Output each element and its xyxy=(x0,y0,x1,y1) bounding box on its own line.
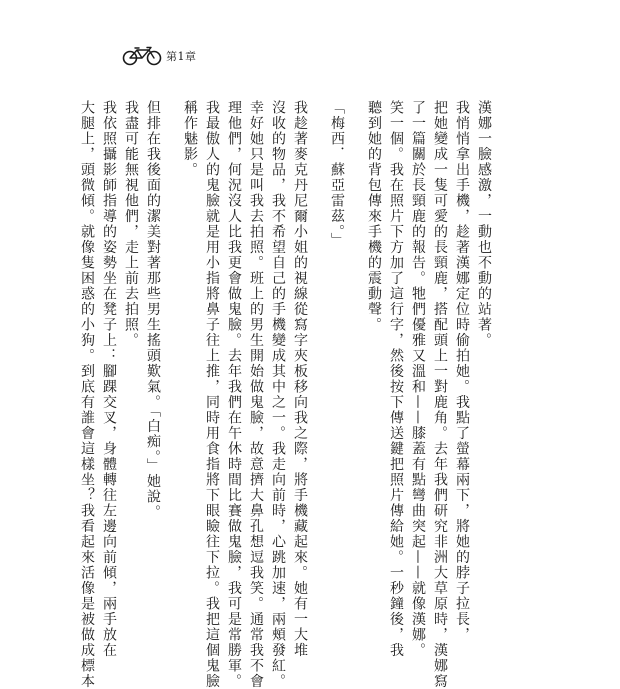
paragraph-line: 我悄悄拿出手機，趁著漢娜定位時偷拍她。我點了螢幕兩下，將她的脖子拉長， xyxy=(454,100,470,643)
bicycle-icon xyxy=(122,46,162,66)
paragraph-line: 但排在我後面的潔美對著那些男生搖頭歎氣。「白痴。」她說。 xyxy=(145,100,161,520)
paragraph-line: 我趁著麥克丹尼爾小姐的視線從寫字夾板移向我之際，將手機藏起來。她有一大堆 xyxy=(292,100,308,658)
paragraph-line: 聽到她的背包傳來手機的震動聲。 xyxy=(366,100,382,333)
paragraph-line: 稱作魅影。 xyxy=(182,100,198,178)
dialog-line: 「梅西．蘇亞雷茲。」 xyxy=(329,100,345,248)
paragraph-line: 我盡可能無視他們，走上前去拍照。 xyxy=(123,100,139,348)
paragraph-line: 幸好她只是叫我去拍照。班上的男生開始做鬼臉，故意擠大鼻孔想逗我笑。通常我不會 xyxy=(248,100,264,689)
paragraph-line: 了一篇關於長頸鹿的報告。牠們優雅又溫和——膝蓋有點彎曲突起——就像漢娜。 xyxy=(410,100,426,658)
paragraph-line: 沒收的物品，我不希望自己的手機變成其中之一。我走向前時，心跳加速，兩頰發紅。 xyxy=(270,100,286,689)
paragraph-line: 漢娜一臉感激，一動也不動的站著。 xyxy=(476,100,492,348)
paragraph-line: 大腿上，頭微傾。就像隻困惑的小狗。到底有誰會這樣坐？我看起來活像是被做成標本 xyxy=(79,100,95,689)
chapter-label: 第1章 xyxy=(166,50,197,63)
paragraph-line: 我最傲人的鬼臉就是用小指將鼻子往上推，同時用食指將下眼瞼往下拉。我把這個鬼臉 xyxy=(204,100,220,689)
paragraph-line: 把她變成一隻可愛的長頸鹿，搭配頭上一對鹿角。去年我們研究非洲大草原時，漢娜寫 xyxy=(432,100,448,689)
paragraph-line: 笑一個。我在照片下方加了這行字，然後按下傳送鍵把照片傳給她。一秒鐘後，我 xyxy=(388,100,404,658)
paragraph-line: 我依照攝影師指導的姿勢坐在凳子上：腳踝交叉，身體轉往左邊向前傾，兩手放在 xyxy=(101,100,117,658)
paragraph-line: 理他們，何況沒人比我更會做鬼臉。去年我們在午休時間比賽做鬼臉，我可是常勝軍。 xyxy=(226,100,242,689)
body-text xyxy=(79,100,495,689)
chapter-header xyxy=(122,44,197,68)
